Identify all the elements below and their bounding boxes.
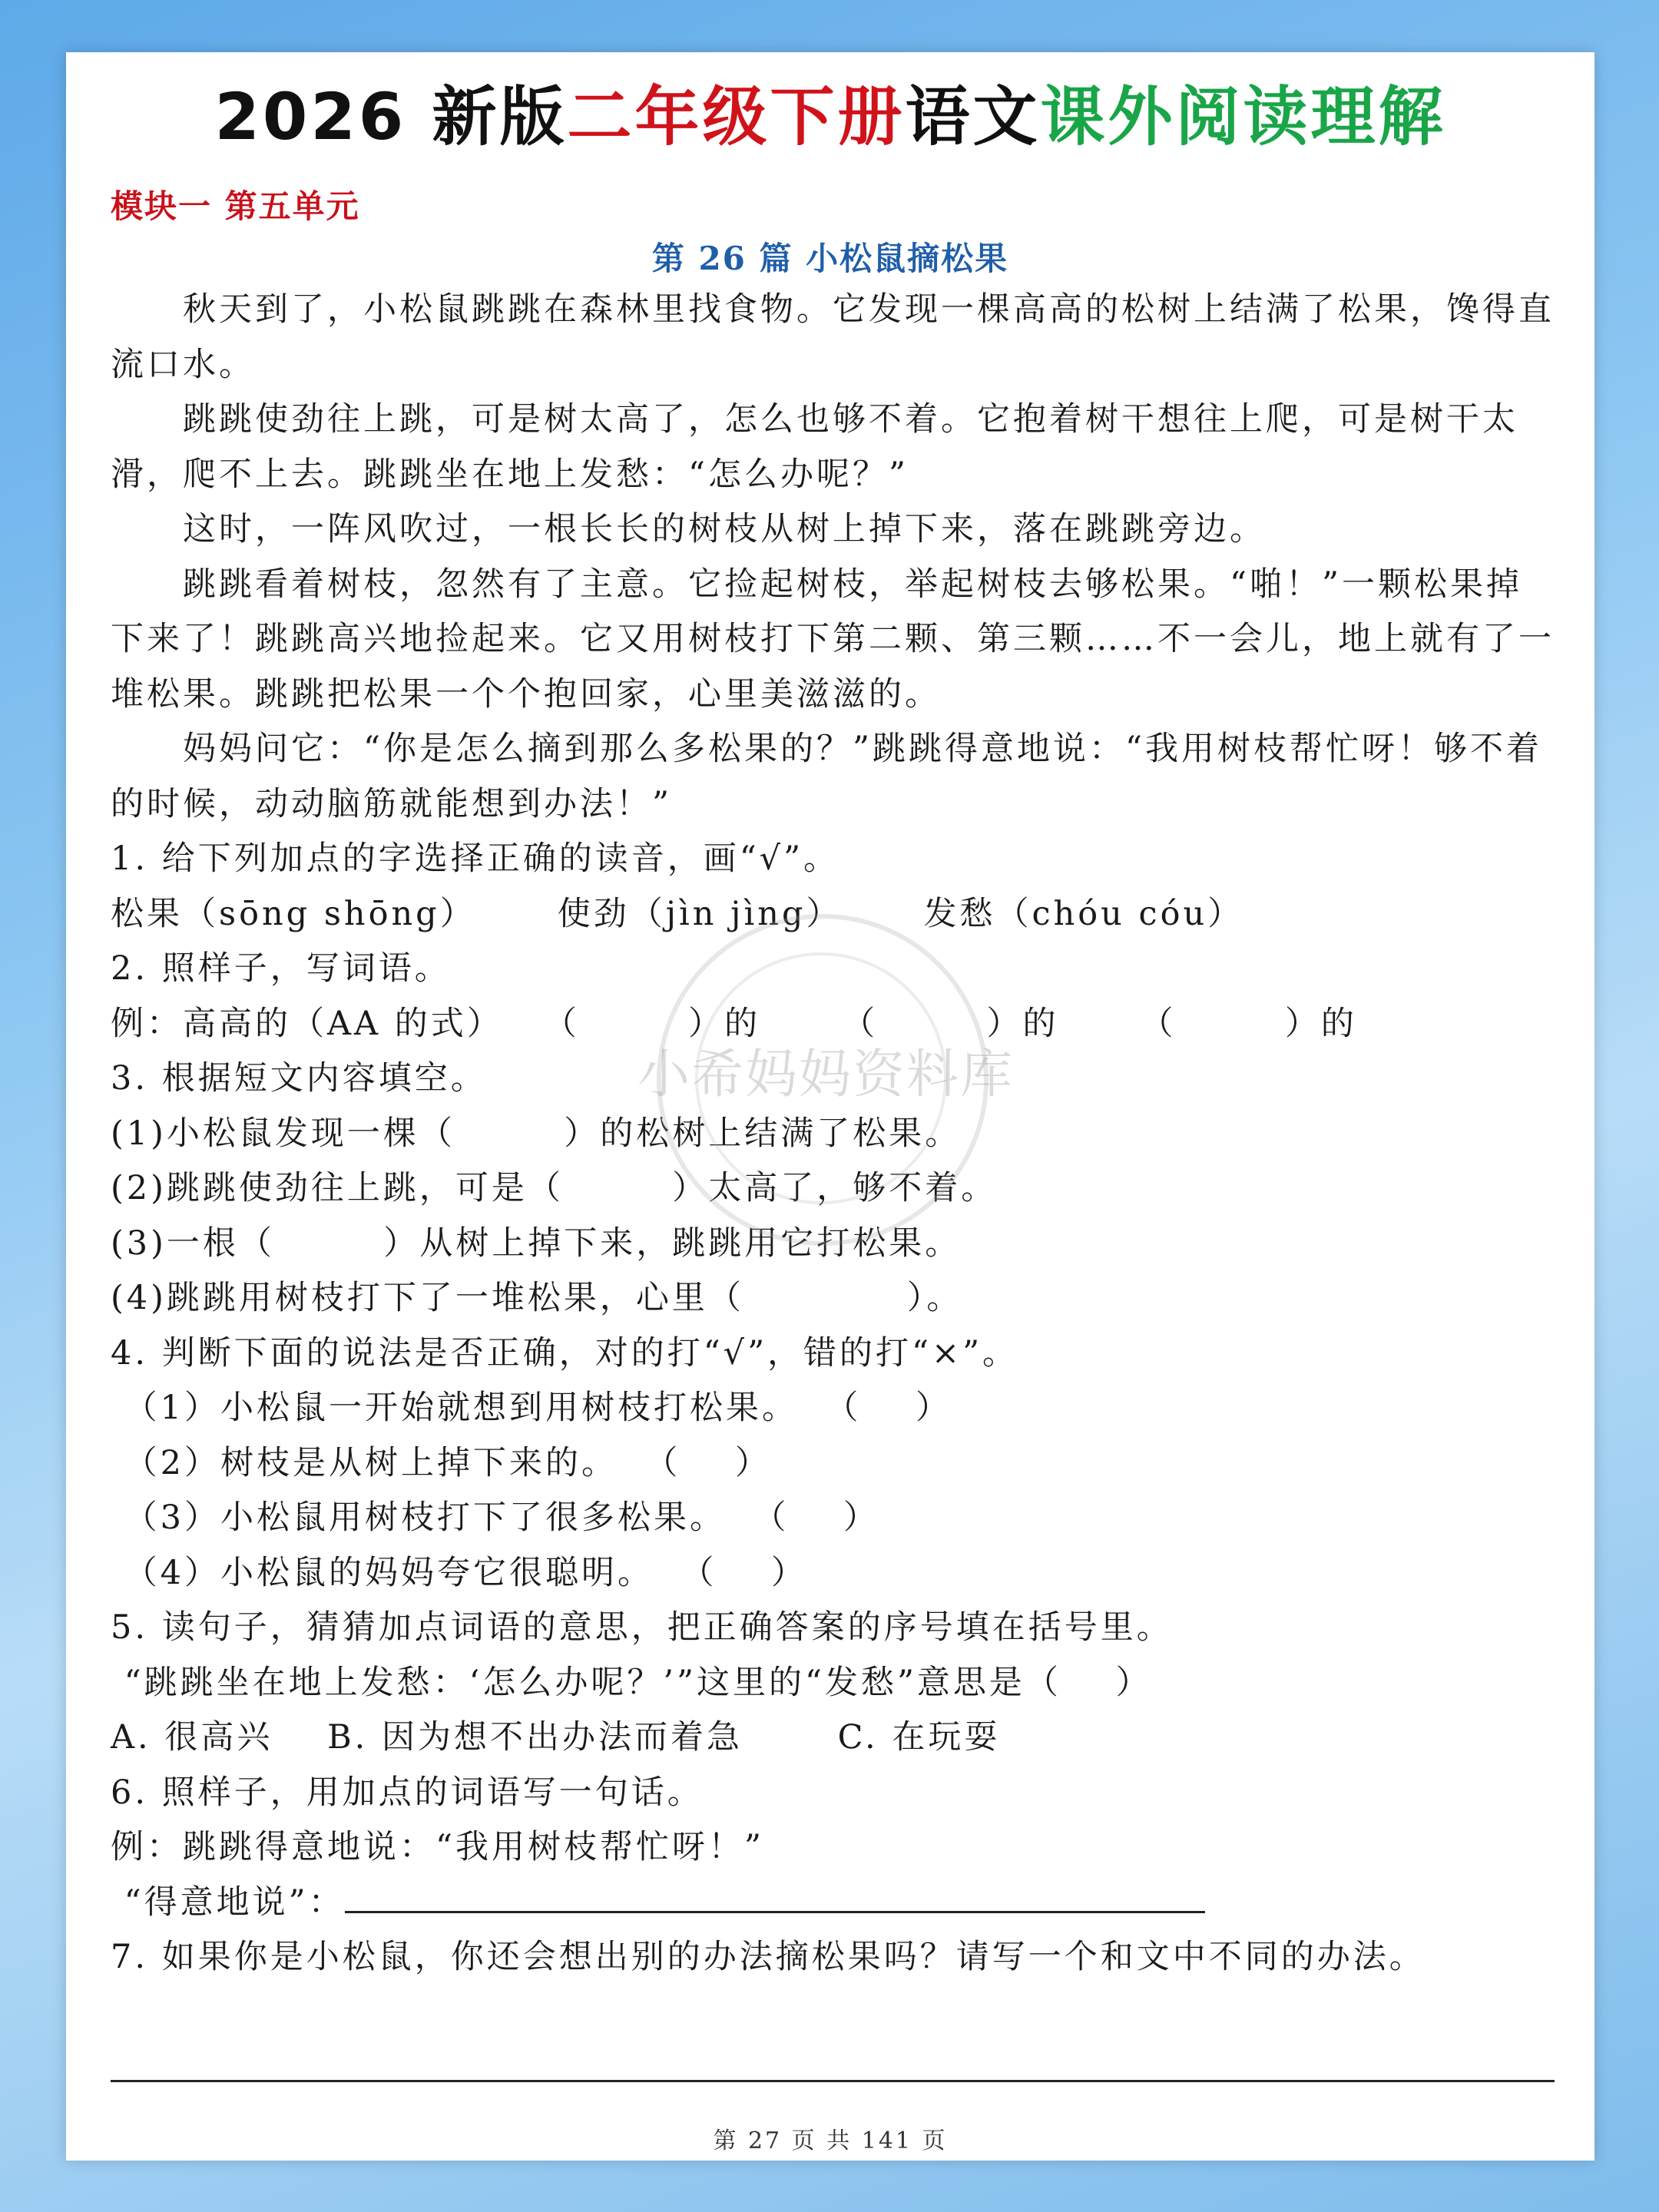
question-5-sentence: “跳跳坐在地上发愁：‘怎么办呢？’”这里的“发愁”意思是（ ） (111, 1663, 1152, 1702)
worksheet-page (66, 52, 1594, 2161)
question-4-item: （4）小松鼠的妈妈夸它很聪明。 （ ） (111, 1553, 808, 1592)
article-paragraph: 这时，一阵风吹过，一根长长的树枝从树上掉下来，落在跳跳旁边。 (183, 510, 1266, 548)
title-year: 2026 (214, 79, 407, 154)
question-2: 2. 照样子，写词语。 (111, 949, 451, 988)
question-7: 7. 如果你是小松鼠，你还会想出别的办法摘松果吗？请写一个和文中不同的办法。 (111, 1938, 1426, 1976)
article-paragraph: 妈妈问它：“你是怎么摘到那么多松果的？”跳跳得意地说：“我用树枝帮忙呀！够不着的时候，动动脑筋就能想到办法！” (111, 730, 1542, 823)
article-title: 第 26 篇 小松鼠摘松果 (651, 240, 1009, 277)
module-label: 模块一 第五单元 (111, 187, 360, 225)
question-4-item: （2）树枝是从树上掉下来的。 （ ） (111, 1443, 772, 1482)
question-3-item: (3)一根（ ）从树上掉下来，跳跳用它打松果。 (111, 1224, 962, 1263)
question-6: 6. 照样子，用加点的词语写一句话。 (111, 1773, 704, 1812)
question-4: 4. 判断下面的说法是否正确，对的打“√”，错的打“×”。 (111, 1333, 1019, 1373)
question-2-example: 例：高高的（AA 的式） （ ）的 （ ）的 （ ）的 (111, 1004, 1357, 1043)
title-new-edition: 新版 (432, 79, 568, 154)
article-paragraph: 跳跳使劲往上跳，可是树太高了，怎么也够不着。它抱着树干想往上爬，可是树干太滑，爬不上去。跳跳坐在地上发愁：“怎么办呢？” (111, 400, 1518, 494)
question-5-options: A. 很高兴 B. 因为想不出办法而着急 C. 在玩耍 (111, 1718, 1001, 1757)
worksheet-body (111, 283, 1555, 1985)
title-subject: 语文 (905, 79, 1041, 154)
question-7-answer-line[interactable] (111, 2080, 1555, 2082)
question-6-answer-blank[interactable] (345, 1888, 1205, 1913)
question-4-item: （3）小松鼠用树枝打下了很多松果。 （ ） (111, 1498, 880, 1537)
question-4-item: （1）小松鼠一开始就想到用树枝打松果。 （ ） (111, 1389, 952, 1427)
question-3-item: (4)跳跳用树枝打下了一堆松果，心里（ ）。 (111, 1279, 963, 1317)
question-5: 5. 读句子，猜猜加点词语的意思，把正确答案的序号填在括号里。 (111, 1608, 1173, 1647)
question-3-item: (2)跳跳使劲往上跳，可是（ ）太高了，够不着。 (111, 1169, 998, 1207)
question-1-items: 松果（sōng shōng） 使劲（jìn jìng） 发愁（chóu cóu） (111, 894, 1244, 933)
question-1: 1. 给下列加点的字选择正确的读音，画“√”。 (111, 839, 840, 878)
question-6-answer-row (111, 1876, 1555, 1931)
page-title (66, 78, 1594, 156)
question-3-item: (1)小松鼠发现一棵（ ）的松树上结满了松果。 (111, 1114, 962, 1153)
question-6-prompt: “得意地说”： (111, 1883, 345, 1922)
watermark-text: 小希妈妈资料库 (637, 1045, 1014, 1105)
title-grade: 二年级下册 (567, 79, 906, 154)
article-paragraph: 秋天到了，小松鼠跳跳在森林里找食物。它发现一棵高高的松树上结满了松果，馋得直流口水。 (111, 290, 1555, 384)
title-reading: 课外阅读理解 (1040, 79, 1446, 154)
article-paragraph: 跳跳看着树枝，忽然有了主意。它捡起树枝，举起树枝去够松果。“啪！”一颗松果掉下来了！跳跳高兴地捡起来。它又用树枝打下第二颗、第三颗……不一会儿，地上就有了一堆松果。跳跳把松果一个个抱回家，心里美滋滋的。 (111, 565, 1555, 714)
page-number: 第 27 页 共 141 页 (713, 2128, 948, 2154)
question-6-example: 例：跳跳得意地说：“我用树枝帮忙呀！” (111, 1828, 764, 1866)
question-3: 3. 根据短文内容填空。 (111, 1059, 487, 1098)
